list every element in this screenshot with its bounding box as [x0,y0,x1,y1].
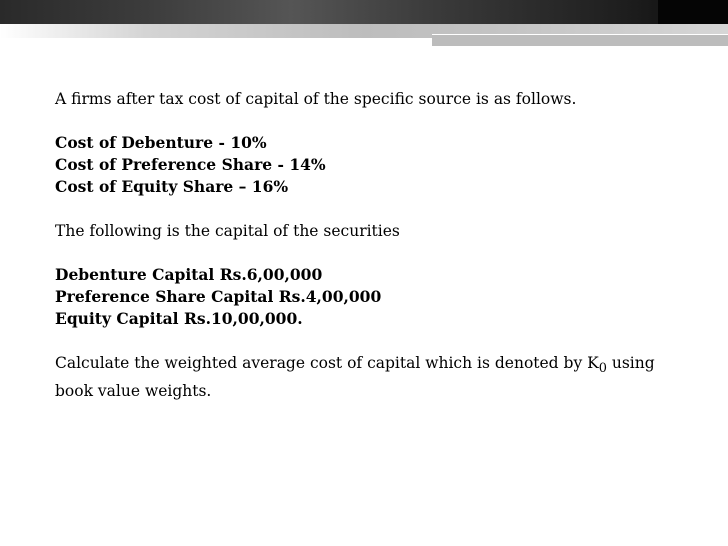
question-subscript: 0 [598,361,607,377]
slide-body [55,88,695,402]
question-text [55,352,695,402]
cost-preference-share: Cost of Preference Share - 14% [55,155,326,174]
intro-text: A firms after tax cost of capital of the specific source is as follows. [55,90,577,108]
slide-header-accent-block [432,34,728,46]
cost-debenture: Cost of Debenture - 10% [55,133,267,152]
spacer [55,198,695,220]
spacer [55,330,695,352]
question-main: Calculate the weighted average cost of capital which is denoted by K [55,354,599,372]
slide-header-corner [658,0,728,24]
capital-debenture: Debenture Capital Rs.6,00,000 [55,265,323,284]
slide-header-accent-line [432,34,728,35]
spacer [55,110,695,132]
slide-header-band [0,0,728,24]
capital-preference-share: Preference Share Capital Rs.4,00,000 [55,287,382,306]
capital-equity: Equity Capital Rs.10,00,000. [55,309,303,328]
question-tail: using book value weights. [55,354,655,401]
capital-intro-text: The following is the capital of the securities [55,222,400,240]
cost-equity-share: Cost of Equity Share – 16% [55,177,289,196]
spacer [55,242,695,264]
